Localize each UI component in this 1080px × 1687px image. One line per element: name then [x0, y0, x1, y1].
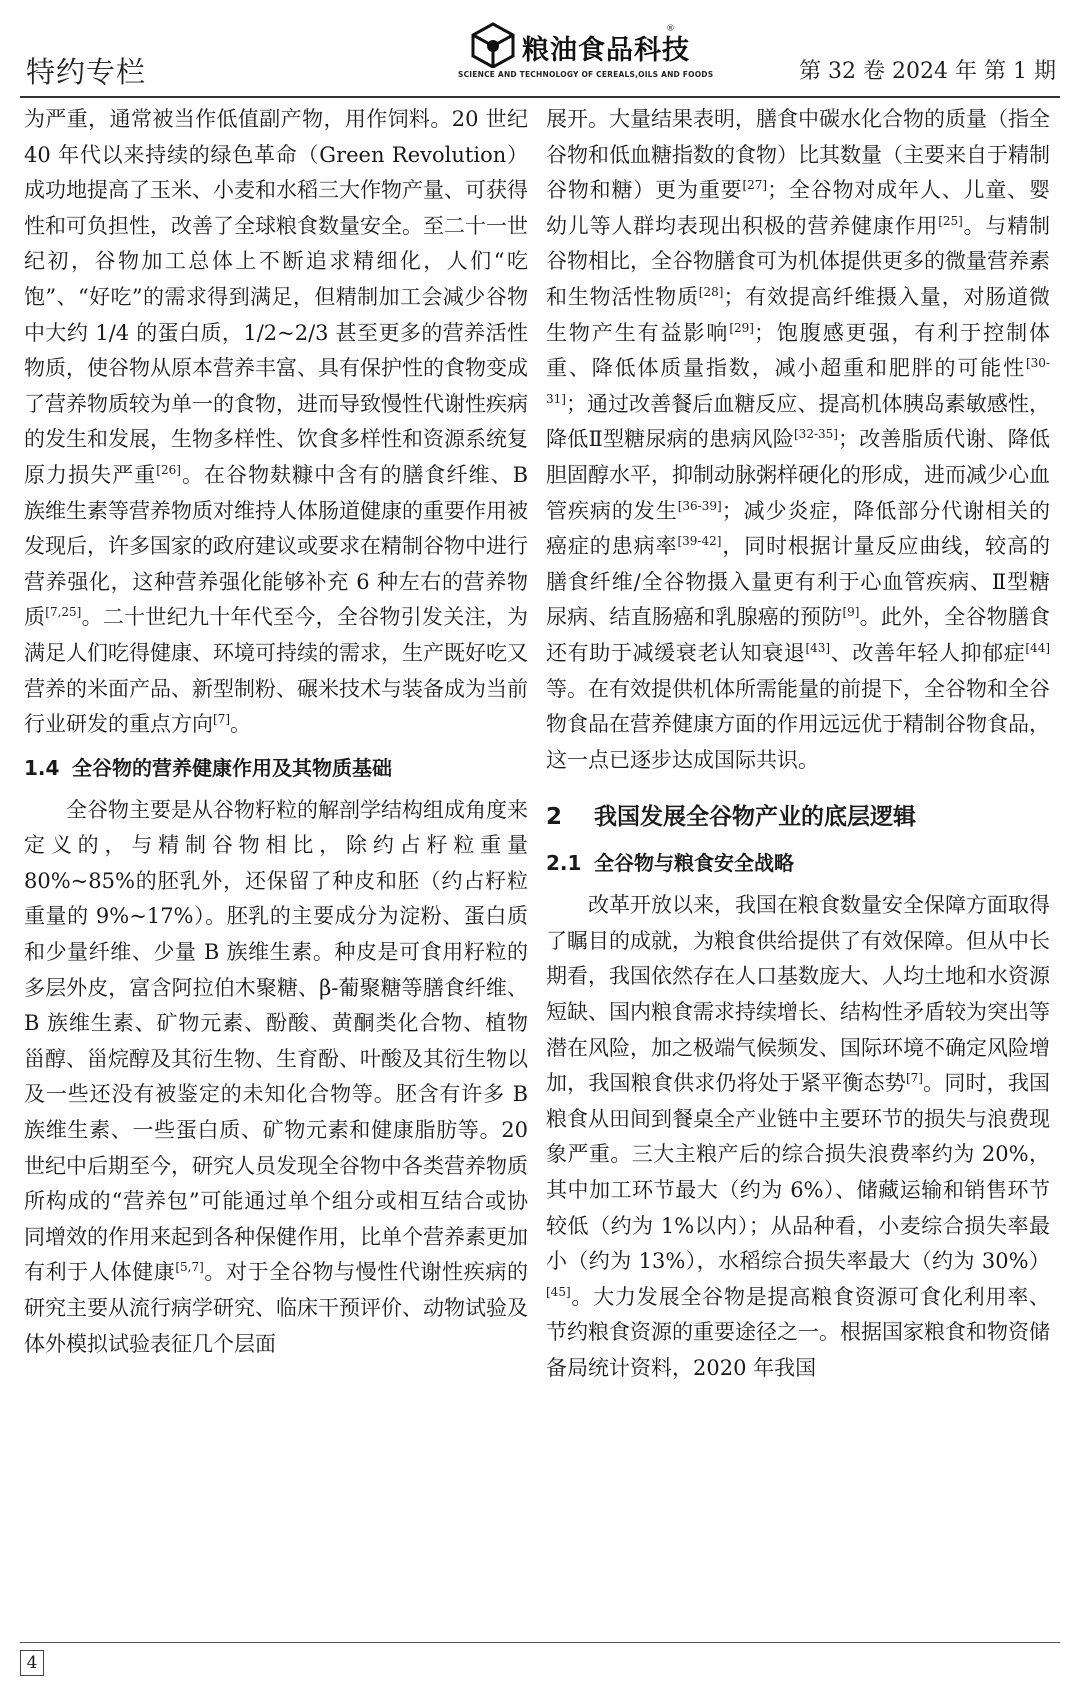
- cube-logo-icon: [470, 22, 516, 68]
- header-rule: [20, 96, 1060, 98]
- paragraph: 改革开放以来，我国在粮食数量安全保障方面取得了瞩目的成就，为粮食供给提供了有效保障。但从中长期看，我国依然存在人口基数庞大、人均土地和水资源短缺、国内粮食需求持续增长、结构性矛盾较为突出等潜在风险，加之极端气候频发、国际环境不确定风险增加，我国粮食供求仍将处于紧平衡态势[7]。同时，我国粮食从田间到餐桌全产业链中主要环节的损失与浪费现象严重。三大主粮产后的综合损失浪费率约为 20%，其中加工环节最大（约为 6%）、储藏运输和销售环节较低（约为 1%以内）；从品种看，小麦综合损失率最小（约为 13%），水稻综合损失率最大（约为 30%）[45]。大力发展全谷物是提高粮食资源可食化利用率、节约粮食资源的重要途径之一。根据国家粮食和物资储备局统计资料，2020 年我国: [546, 893, 1051, 1380]
- citation: [27]: [742, 178, 768, 193]
- journal-logo: [458, 18, 714, 88]
- paragraph: 展开。大量结果表明，膳食中碳水化合物的质量（指全谷物和低血糖指数的食物）比其数量（主要来自于精制谷物和糖）更为重要[27]；全谷物对成年人、儿童、婴幼儿等人群均表现出积极的营养健康作用[25]。与精制谷物相比，全谷物膳食可为机体提供更多的微量营养素和生物活性物质[28]；有效提高纤维摄入量，对肠道微生物产生有益影响[29]；饱腹感更强，有利于控制体重、降低体质量指数，减小超重和肥胖的可能性[30-31]；通过改善餐后血糖反应、提高机体胰岛素敏感性，降低Ⅱ型糖尿病的患病风险[32-35]；改善脂质代谢、降低胆固醇水平，抑制动脉粥样硬化的形成，进而减少心血管疾病的发生[36-39]；减少炎症，降低部分代谢相关的癌症的患病率[39-42]，同时根据计量反应曲线，较高的膳食纤维/全谷物摄入量更有利于心血管疾病、Ⅱ型糖尿病、结直肠癌和乳腺癌的预防[9]。此外，全谷物膳食还有助于减缓衰老认知衰退[43]、改善年轻人抑郁症[44]等。在有效提供机体所需能量的前提下，全谷物和全谷物食品在营养健康方面的作用远远优于精制谷物食品，这一点已逐步达成国际共识。: [546, 107, 1051, 772]
- right-column: [546, 102, 1050, 1387]
- journal-subtitle: SCIENCE AND TECHNOLOGY OF CEREALS,OILS AND FOODS: [458, 70, 714, 79]
- citation: [26]: [156, 462, 181, 477]
- citation: [28]: [698, 284, 724, 299]
- section-heading-2-1: 2.1 全谷物与粮食安全战略: [546, 851, 794, 876]
- page-number: 4: [20, 1650, 44, 1676]
- citation: [39-42]: [677, 534, 722, 549]
- citation: [32-35]: [794, 427, 838, 442]
- section-label: 特约专栏: [26, 55, 147, 89]
- page-header: [0, 0, 1080, 100]
- trademark: ®: [666, 24, 675, 34]
- citation: [25]: [938, 213, 963, 228]
- issue-info: 第 32 卷 2024 年 第 1 期: [799, 59, 1056, 84]
- section-heading-1-4: 1.4 全谷物的营养健康作用及其物质基础: [24, 755, 392, 780]
- citation: [30-31]: [546, 356, 1050, 406]
- left-column: [24, 102, 528, 1362]
- citation: [29]: [729, 320, 754, 335]
- citation: [9]: [842, 605, 860, 620]
- footer-rule: [20, 1642, 1060, 1643]
- citation: [44]: [1025, 640, 1051, 655]
- citation: [7]: [905, 1071, 923, 1086]
- paragraph: 全谷物主要是从谷物籽粒的解剖学结构组成角度来定义的，与精制谷物相比，除约占籽粒重量 80%~85%的胚乳外，还保留了种皮和胚（约占籽粒重量的 9%~17%）。胚乳的主要成分为淀粉、蛋白质和少量纤维、少量 B 族维生素。种皮是可食用籽粒的多层外皮，富含阿拉伯木聚糖、β-葡聚糖等膳食纤维、B 族维生素、矿物元素、酚酸、黄酮类化合物、植物甾醇、甾烷醇及其衍生物、生育酚、叶酸及其衍生物以及一些还没有被鉴定的未知化合物等。胚含有许多 B 族维生素、一些蛋白质、矿物元素和健康脂肪等。20 世纪中后期至今，研究人员发现全谷物中各类营养物质所构成的“营养包”可能通过单个组分或相互结合或协同增效的作用来起到各种保健作用，比单个营养素更加有利于人体健康[5,7]。对于全谷物与慢性代谢性疾病的研究主要从流行病学研究、临床干预评价、动物试验及体外模拟试验表征几个层面: [24, 797, 529, 1356]
- journal-name: 粮油食品科技: [522, 35, 690, 66]
- section-heading-2: 2 我国发展全谷物产业的底层逻辑: [546, 804, 916, 831]
- citation: [7,25]: [45, 605, 82, 620]
- citation: [5,7]: [175, 1260, 204, 1275]
- citation: [45]: [546, 1284, 571, 1299]
- paragraph: 为严重，通常被当作低值副产物，用作饲料。20 世纪 40 年代以来持续的绿色革命（Green Revolution）成功地提高了玉米、小麦和水稻三大作物产量、可获得性和可负担性，改善了全球粮食数量安全。至二十一世纪初，谷物加工总体上不断追求精细化，人们“吃饱”、“好吃”的需求得到满足，但精制加工会减少谷物中大约 1/4 的蛋白质，1/2~2/3 甚至更多的营养活性物质，使谷物从原本营养丰富、具有保护性的食物变成了营养物质较为单一的食物，进而导致慢性代谢性疾病的发生和发展，生物多样性、饮食多样性和资源系统复原力损失严重[26]。在谷物麸糠中含有的膳食纤维、B 族维生素等营养物质对维持人体肠道健康的重要作用被发现后，许多国家的政府建议或要求在精制谷物中进行营养强化，这种营养强化能够补充 6 种左右的营养物质[7,25]。二十世纪九十年代至今，全谷物引发关注，为满足人们吃得健康、环境可持续的需求，生产既好吃又营养的米面产品、新型制粉、碾米技术与装备成为当前行业研发的重点方向[7]。: [24, 107, 529, 737]
- citation: [43]: [805, 640, 831, 655]
- citation: [36-39]: [677, 498, 722, 513]
- citation: [7]: [213, 712, 230, 727]
